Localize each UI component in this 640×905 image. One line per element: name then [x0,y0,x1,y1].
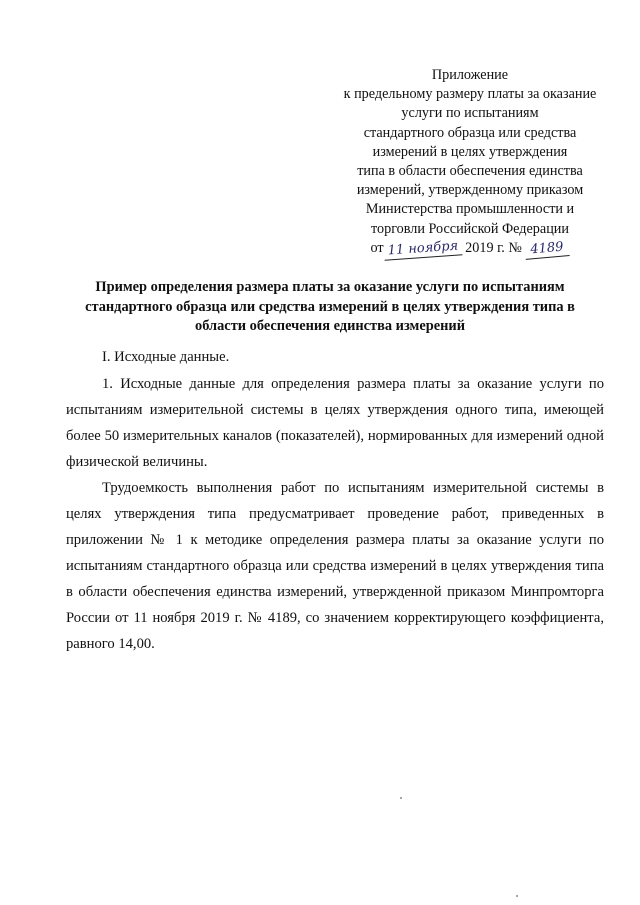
sig-prefix: от [370,239,384,256]
title-line: области обеспечения единства измерений [195,318,465,334]
header-line: Приложение [431,67,509,83]
header-line: типа в области обеспечения единства [357,163,583,180]
header-line: торговли Российской Федерации [371,220,569,237]
section-heading: I. Исходные данные. [102,349,230,365]
appendix-header [330,66,610,258]
header-line: к предельному размеру платы за оказание [343,86,597,103]
paragraph [66,475,604,657]
header-line: Министерства промышленности и [365,201,575,218]
handwritten-order-number: 4189 [525,239,570,260]
title-line: Пример определения размера платы за оказание услуги по испытаниям [95,279,565,295]
header-line: стандартного образца или средства [363,124,577,141]
header-line: измерений в целях утверждения [372,143,568,160]
document-title [60,278,600,337]
sig-year: 2019 г. № [461,239,526,256]
title-line: стандартного образца или средства измерений в целях утверждения типа в [85,298,575,315]
paragraph-text: 1. Исходные данные для определения размера платы за оказание услуги по испытаниям измерительной системы в целях утверждения одного типа, имеющей более 50 измерительных каналов (показателей), нормированных для измерений одной физической величины. [66,376,604,470]
header-line: измерений, утвержденному приказом [356,182,584,199]
scan-speck [516,895,518,897]
handwritten-date: 11 ноября [383,238,462,260]
paragraph [66,371,604,475]
header-line: услуги по испытаниям [401,105,539,122]
scan-speck [400,797,402,799]
signature-line [330,239,610,258]
paragraph-text: Трудоемкость выполнения работ по испытаниям измерительной системы в целях утверждения типа предусматривает проведение работ, приведенных в приложении № 1 к методике определения размера платы за оказание услуги по испытаниям стандартного образца или средства измерений в целях утверждения типа в области обеспечения единства измерений, утвержденной приказом Минпромторга России от 11 ноября 2019 г. № 4189, со значением корректирующего коэффициента, равного 14,00. [66,480,604,652]
